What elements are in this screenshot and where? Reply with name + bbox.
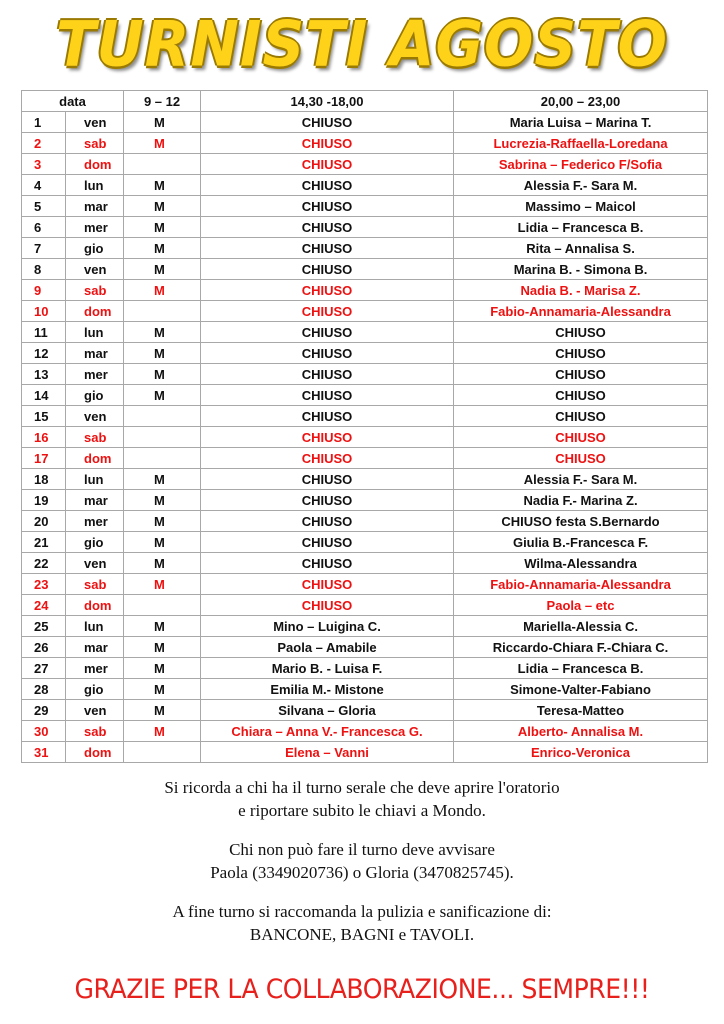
afternoon-cell: CHIUSO bbox=[201, 154, 454, 175]
afternoon-cell: CHIUSO bbox=[201, 217, 454, 238]
table-row bbox=[22, 343, 708, 364]
morning-cell: M bbox=[124, 637, 201, 658]
day-number-cell: 22 bbox=[22, 553, 66, 574]
table-row bbox=[22, 364, 708, 385]
day-number-cell: 26 bbox=[22, 637, 66, 658]
day-number-cell: 9 bbox=[22, 280, 66, 301]
weekday-cell: dom bbox=[66, 301, 124, 322]
morning-cell: M bbox=[124, 112, 201, 133]
evening-cell: CHIUSO bbox=[454, 364, 708, 385]
evening-cell: CHIUSO bbox=[454, 427, 708, 448]
header-afternoon: 14,30 -18,00 bbox=[201, 91, 454, 112]
note-cleaning bbox=[0, 900, 724, 946]
afternoon-cell: CHIUSO bbox=[201, 595, 454, 616]
note-line: A fine turno si raccomanda la pulizia e sanificazione di: bbox=[172, 902, 552, 921]
table-row bbox=[22, 490, 708, 511]
note-line: e riportare subito le chiavi a Mondo. bbox=[238, 801, 486, 820]
shift-table bbox=[21, 90, 708, 763]
day-number-cell: 30 bbox=[22, 721, 66, 742]
morning-cell bbox=[124, 427, 201, 448]
table-row bbox=[22, 742, 708, 763]
weekday-cell: mer bbox=[66, 658, 124, 679]
afternoon-cell: CHIUSO bbox=[201, 112, 454, 133]
weekday-cell: gio bbox=[66, 532, 124, 553]
afternoon-cell: CHIUSO bbox=[201, 490, 454, 511]
morning-cell bbox=[124, 154, 201, 175]
evening-cell: CHIUSO festa S.Bernardo bbox=[454, 511, 708, 532]
day-number-cell: 31 bbox=[22, 742, 66, 763]
morning-cell: M bbox=[124, 574, 201, 595]
day-number-cell: 17 bbox=[22, 448, 66, 469]
morning-cell bbox=[124, 742, 201, 763]
table-row bbox=[22, 280, 708, 301]
weekday-cell: mer bbox=[66, 217, 124, 238]
table-row bbox=[22, 574, 708, 595]
morning-cell: M bbox=[124, 322, 201, 343]
morning-cell: M bbox=[124, 469, 201, 490]
afternoon-cell: CHIUSO bbox=[201, 553, 454, 574]
day-number-cell: 19 bbox=[22, 490, 66, 511]
morning-cell bbox=[124, 301, 201, 322]
afternoon-cell: CHIUSO bbox=[201, 385, 454, 406]
evening-cell: Alessia F.- Sara M. bbox=[454, 175, 708, 196]
evening-cell: Lucrezia-Raffaella-Loredana bbox=[454, 133, 708, 154]
day-number-cell: 29 bbox=[22, 700, 66, 721]
weekday-cell: sab bbox=[66, 427, 124, 448]
day-number-cell: 18 bbox=[22, 469, 66, 490]
afternoon-cell: CHIUSO bbox=[201, 301, 454, 322]
table-row bbox=[22, 721, 708, 742]
afternoon-cell: Chiara – Anna V.- Francesca G. bbox=[201, 721, 454, 742]
evening-cell: Enrico-Veronica bbox=[454, 742, 708, 763]
evening-cell: CHIUSO bbox=[454, 322, 708, 343]
weekday-cell: gio bbox=[66, 238, 124, 259]
morning-cell: M bbox=[124, 385, 201, 406]
weekday-cell: dom bbox=[66, 448, 124, 469]
weekday-cell: mar bbox=[66, 196, 124, 217]
evening-cell: CHIUSO bbox=[454, 406, 708, 427]
table-row bbox=[22, 679, 708, 700]
morning-cell: M bbox=[124, 490, 201, 511]
table-row bbox=[22, 658, 708, 679]
table-row bbox=[22, 448, 708, 469]
note-line: Chi non può fare il turno deve avvisare bbox=[229, 840, 495, 859]
evening-cell: Giulia B.-Francesca F. bbox=[454, 532, 708, 553]
day-number-cell: 21 bbox=[22, 532, 66, 553]
day-number-cell: 20 bbox=[22, 511, 66, 532]
day-number-cell: 2 bbox=[22, 133, 66, 154]
morning-cell: M bbox=[124, 700, 201, 721]
weekday-cell: sab bbox=[66, 280, 124, 301]
weekday-cell: sab bbox=[66, 721, 124, 742]
morning-cell: M bbox=[124, 175, 201, 196]
header-date: data bbox=[22, 91, 124, 112]
afternoon-cell: CHIUSO bbox=[201, 406, 454, 427]
afternoon-cell: CHIUSO bbox=[201, 343, 454, 364]
morning-cell bbox=[124, 448, 201, 469]
weekday-cell: lun bbox=[66, 175, 124, 196]
evening-cell: Alessia F.- Sara M. bbox=[454, 469, 708, 490]
afternoon-cell: CHIUSO bbox=[201, 574, 454, 595]
weekday-cell: mar bbox=[66, 343, 124, 364]
table-row bbox=[22, 259, 708, 280]
table-row bbox=[22, 133, 708, 154]
table-row bbox=[22, 112, 708, 133]
day-number-cell: 28 bbox=[22, 679, 66, 700]
afternoon-cell: CHIUSO bbox=[201, 175, 454, 196]
afternoon-cell: CHIUSO bbox=[201, 448, 454, 469]
weekday-cell: lun bbox=[66, 469, 124, 490]
table-row bbox=[22, 322, 708, 343]
evening-cell: Nadia F.- Marina Z. bbox=[454, 490, 708, 511]
morning-cell: M bbox=[124, 259, 201, 280]
table-row bbox=[22, 637, 708, 658]
afternoon-cell: CHIUSO bbox=[201, 322, 454, 343]
day-number-cell: 12 bbox=[22, 343, 66, 364]
table-row bbox=[22, 238, 708, 259]
weekday-cell: gio bbox=[66, 385, 124, 406]
evening-cell: Paola – etc bbox=[454, 595, 708, 616]
afternoon-cell: CHIUSO bbox=[201, 259, 454, 280]
evening-cell: Rita – Annalisa S. bbox=[454, 238, 708, 259]
note-line: Si ricorda a chi ha il turno serale che deve aprire l'oratorio bbox=[164, 778, 560, 797]
afternoon-cell: CHIUSO bbox=[201, 532, 454, 553]
page-title: TURNISTI AGOSTO bbox=[56, 7, 668, 81]
table-row bbox=[22, 553, 708, 574]
weekday-cell: mer bbox=[66, 364, 124, 385]
header-evening: 20,00 – 23,00 bbox=[454, 91, 708, 112]
table-row bbox=[22, 301, 708, 322]
afternoon-cell: CHIUSO bbox=[201, 280, 454, 301]
weekday-cell: gio bbox=[66, 679, 124, 700]
table-header-row bbox=[22, 91, 708, 112]
note-line: BANCONE, BAGNI e TAVOLI. bbox=[249, 925, 475, 944]
table-row bbox=[22, 406, 708, 427]
afternoon-cell: CHIUSO bbox=[201, 238, 454, 259]
weekday-cell: mar bbox=[66, 637, 124, 658]
table-row bbox=[22, 217, 708, 238]
evening-cell: Sabrina – Federico F/Sofia bbox=[454, 154, 708, 175]
day-number-cell: 14 bbox=[22, 385, 66, 406]
evening-cell: Massimo – Maicol bbox=[454, 196, 708, 217]
weekday-cell: ven bbox=[66, 406, 124, 427]
weekday-cell: lun bbox=[66, 616, 124, 637]
evening-cell: Nadia B. - Marisa Z. bbox=[454, 280, 708, 301]
day-number-cell: 10 bbox=[22, 301, 66, 322]
morning-cell: M bbox=[124, 343, 201, 364]
day-number-cell: 5 bbox=[22, 196, 66, 217]
weekday-cell: dom bbox=[66, 595, 124, 616]
evening-cell: Simone-Valter-Fabiano bbox=[454, 679, 708, 700]
table-row bbox=[22, 154, 708, 175]
table-row bbox=[22, 511, 708, 532]
table-row bbox=[22, 385, 708, 406]
day-number-cell: 24 bbox=[22, 595, 66, 616]
weekday-cell: mar bbox=[66, 490, 124, 511]
note-line: Paola (3349020736) o Gloria (3470825745). bbox=[210, 863, 514, 882]
afternoon-cell: CHIUSO bbox=[201, 364, 454, 385]
afternoon-cell: CHIUSO bbox=[201, 511, 454, 532]
weekday-cell: ven bbox=[66, 553, 124, 574]
table-row bbox=[22, 700, 708, 721]
morning-cell: M bbox=[124, 511, 201, 532]
morning-cell: M bbox=[124, 679, 201, 700]
table-row bbox=[22, 196, 708, 217]
evening-cell: Teresa-Matteo bbox=[454, 700, 708, 721]
evening-cell: CHIUSO bbox=[454, 448, 708, 469]
morning-cell bbox=[124, 406, 201, 427]
weekday-cell: sab bbox=[66, 133, 124, 154]
afternoon-cell: CHIUSO bbox=[201, 427, 454, 448]
weekday-cell: ven bbox=[66, 259, 124, 280]
day-number-cell: 4 bbox=[22, 175, 66, 196]
morning-cell: M bbox=[124, 217, 201, 238]
afternoon-cell: CHIUSO bbox=[201, 469, 454, 490]
morning-cell: M bbox=[124, 616, 201, 637]
evening-cell: Lidia – Francesca B. bbox=[454, 217, 708, 238]
note-contacts bbox=[0, 838, 724, 884]
day-number-cell: 15 bbox=[22, 406, 66, 427]
afternoon-cell: Mario B. - Luisa F. bbox=[201, 658, 454, 679]
evening-cell: Alberto- Annalisa M. bbox=[454, 721, 708, 742]
morning-cell: M bbox=[124, 364, 201, 385]
morning-cell: M bbox=[124, 721, 201, 742]
day-number-cell: 13 bbox=[22, 364, 66, 385]
evening-cell: CHIUSO bbox=[454, 343, 708, 364]
weekday-cell: ven bbox=[66, 112, 124, 133]
table-row bbox=[22, 532, 708, 553]
evening-cell: Fabio-Annamaria-Alessandra bbox=[454, 574, 708, 595]
table-row bbox=[22, 427, 708, 448]
day-number-cell: 27 bbox=[22, 658, 66, 679]
afternoon-cell: Elena – Vanni bbox=[201, 742, 454, 763]
morning-cell bbox=[124, 595, 201, 616]
morning-cell: M bbox=[124, 133, 201, 154]
morning-cell: M bbox=[124, 238, 201, 259]
afternoon-cell: Emilia M.- Mistone bbox=[201, 679, 454, 700]
morning-cell: M bbox=[124, 280, 201, 301]
weekday-cell: dom bbox=[66, 742, 124, 763]
day-number-cell: 8 bbox=[22, 259, 66, 280]
weekday-cell: lun bbox=[66, 322, 124, 343]
morning-cell: M bbox=[124, 532, 201, 553]
afternoon-cell: Paola – Amabile bbox=[201, 637, 454, 658]
day-number-cell: 7 bbox=[22, 238, 66, 259]
note-evening-shift bbox=[0, 776, 724, 822]
afternoon-cell: Mino – Luigina C. bbox=[201, 616, 454, 637]
evening-cell: Marina B. - Simona B. bbox=[454, 259, 708, 280]
evening-cell: Maria Luisa – Marina T. bbox=[454, 112, 708, 133]
evening-cell: Lidia – Francesca B. bbox=[454, 658, 708, 679]
header-morning: 9 – 12 bbox=[124, 91, 201, 112]
afternoon-cell: Silvana – Gloria bbox=[201, 700, 454, 721]
day-number-cell: 1 bbox=[22, 112, 66, 133]
morning-cell: M bbox=[124, 553, 201, 574]
afternoon-cell: CHIUSO bbox=[201, 133, 454, 154]
day-number-cell: 23 bbox=[22, 574, 66, 595]
evening-cell: Riccardo-Chiara F.-Chiara C. bbox=[454, 637, 708, 658]
table-row bbox=[22, 469, 708, 490]
weekday-cell: sab bbox=[66, 574, 124, 595]
morning-cell: M bbox=[124, 658, 201, 679]
evening-cell: Mariella-Alessia C. bbox=[454, 616, 708, 637]
evening-cell: Fabio-Annamaria-Alessandra bbox=[454, 301, 708, 322]
day-number-cell: 3 bbox=[22, 154, 66, 175]
day-number-cell: 11 bbox=[22, 322, 66, 343]
table-row bbox=[22, 595, 708, 616]
thanks-footer: GRAZIE PER LA COLLABORAZIONE... SEMPRE!!! bbox=[74, 974, 650, 1005]
weekday-cell: mer bbox=[66, 511, 124, 532]
day-number-cell: 16 bbox=[22, 427, 66, 448]
day-number-cell: 25 bbox=[22, 616, 66, 637]
weekday-cell: ven bbox=[66, 700, 124, 721]
morning-cell: M bbox=[124, 196, 201, 217]
table-row bbox=[22, 175, 708, 196]
evening-cell: Wilma-Alessandra bbox=[454, 553, 708, 574]
evening-cell: CHIUSO bbox=[454, 385, 708, 406]
day-number-cell: 6 bbox=[22, 217, 66, 238]
table-row bbox=[22, 616, 708, 637]
afternoon-cell: CHIUSO bbox=[201, 196, 454, 217]
weekday-cell: dom bbox=[66, 154, 124, 175]
